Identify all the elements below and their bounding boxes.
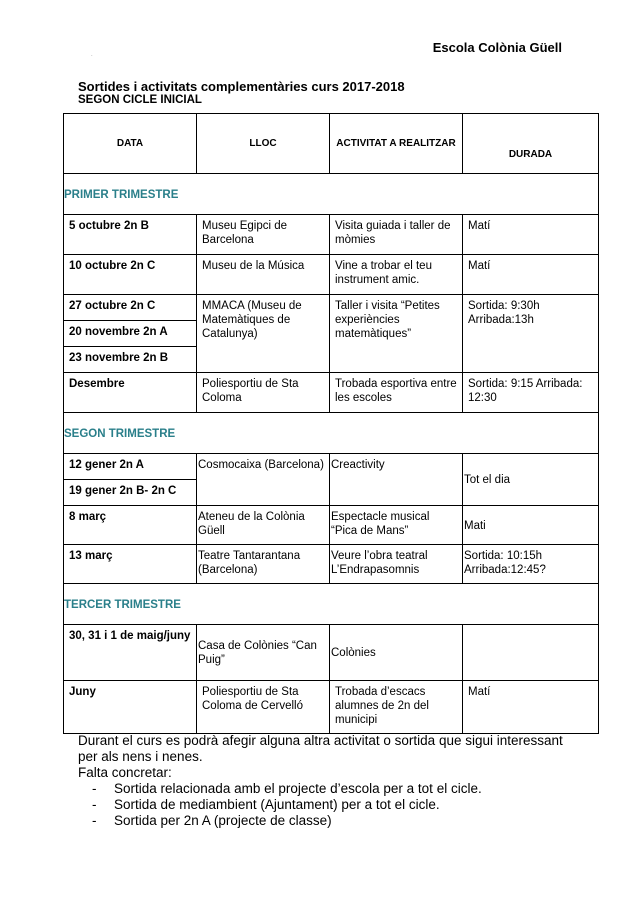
notes-paragraph: Durant el curs es podrà afegir alguna altra activitat o sortida que sigui interessant per als nens i nenes. [78,733,563,764]
page-title: Sortides i activitats complementàries curs 2017-2018 [78,79,405,94]
cell-date: Desembre [64,373,197,413]
cell-activity: Espectacle musical “Pica de Mans” [330,506,463,545]
cell-duration: Matí [463,681,599,734]
cell-place: Museu de la Música [197,255,330,295]
cell-duration: Tot el dia [463,454,599,506]
table-row [64,625,599,681]
list-item: - Sortida per 2n A (projecte de classe) [114,813,578,829]
table-row [64,681,599,734]
cell-duration: Mati [463,506,599,545]
cell-date: 27 octubre 2n C [64,295,197,321]
table-row [64,215,599,255]
cell-duration: Sortida: 9:30h Arribada:13h [463,295,599,373]
cell-place: Poliesportiu de Sta Coloma de Cervelló [197,681,330,734]
list-item: - Sortida relacionada amb el projecte d’escola per a tot el cicle. [114,781,578,797]
column-header-date: DATA [64,114,197,174]
cell-place: MMACA (Museu de Matemàtiques de Catalunya) [197,295,330,373]
column-header-place: LLOC [197,114,330,174]
section-title-third-term: TERCER TRIMESTRE [64,584,599,625]
cell-date: 13 març [64,545,197,584]
cell-activity: Colònies [330,625,463,681]
section-row [64,174,599,215]
cell-place: Ateneu de la Colònia Güell [197,506,330,545]
section-title-second-term: SEGON TRIMESTRE [64,413,599,454]
cell-place: Casa de Colònies “Can Puig” [197,625,330,681]
cell-date: 5 octubre 2n B [64,215,197,255]
table-row [64,506,599,545]
notes-section [78,733,578,829]
section-title-first-term: PRIMER TRIMESTRE [64,174,599,215]
cell-activity: Vine a trobar el teu instrument amic. [330,255,463,295]
cell-activity: Taller i visita “Petites experiències matemàtiques” [330,295,463,373]
cell-activity: Veure l’obra teatral L’Endrapasomnis [330,545,463,584]
page-subtitle: SEGON CICLE INICIAL [78,94,202,106]
cell-date: 19 gener 2n B- 2n C [64,480,197,506]
pending-list [78,781,578,829]
school-name: Escola Colònia Güell [432,40,562,55]
cell-date: 12 gener 2n A [64,454,197,480]
section-row [64,584,599,625]
cell-duration: Matí [463,215,599,255]
section-row [64,413,599,454]
cell-place: Museu Egipci de Barcelona [197,215,330,255]
cell-date: 10 octubre 2n C [64,255,197,295]
cell-activity: Trobada d’escacs alumnes de 2n del municipi [330,681,463,734]
notes-pending-label: Falta concretar: [78,765,172,780]
cell-duration: Sortida: 9:15 Arribada: 12:30 [463,373,599,413]
cell-place: Poliesportiu de Sta Coloma [197,373,330,413]
cell-date: Juny [64,681,197,734]
cell-date: 20 novembre 2n A [64,321,197,347]
table-row [64,295,599,321]
cell-activity: Trobada esportiva entre les escoles [330,373,463,413]
table-row [64,373,599,413]
decorative-dot: . [91,52,93,58]
cell-date: 8 març [64,506,197,545]
activities-table [63,113,599,734]
table-row [64,255,599,295]
cell-activity: Visita guiada i taller de mòmies [330,215,463,255]
cell-place: Cosmocaixa (Barcelona) [197,454,330,506]
cell-duration [463,625,599,681]
cell-date: 23 novembre 2n B [64,347,197,373]
column-header-duration: DURADA [463,114,599,174]
cell-duration: Matí [463,255,599,295]
cell-date: 30, 31 i 1 de maig/juny [64,625,197,681]
cell-duration: Sortida: 10:15h Arribada:12:45? [463,545,599,584]
column-header-activity: ACTIVITAT A REALITZAR [330,114,463,174]
cell-place: Teatre Tantarantana (Barcelona) [197,545,330,584]
table-header-row [64,114,599,174]
table-row [64,545,599,584]
cell-activity: Creactivity [330,454,463,506]
table-row [64,454,599,480]
list-item: - Sortida de mediambient (Ajuntament) per a tot el cicle. [114,797,578,813]
